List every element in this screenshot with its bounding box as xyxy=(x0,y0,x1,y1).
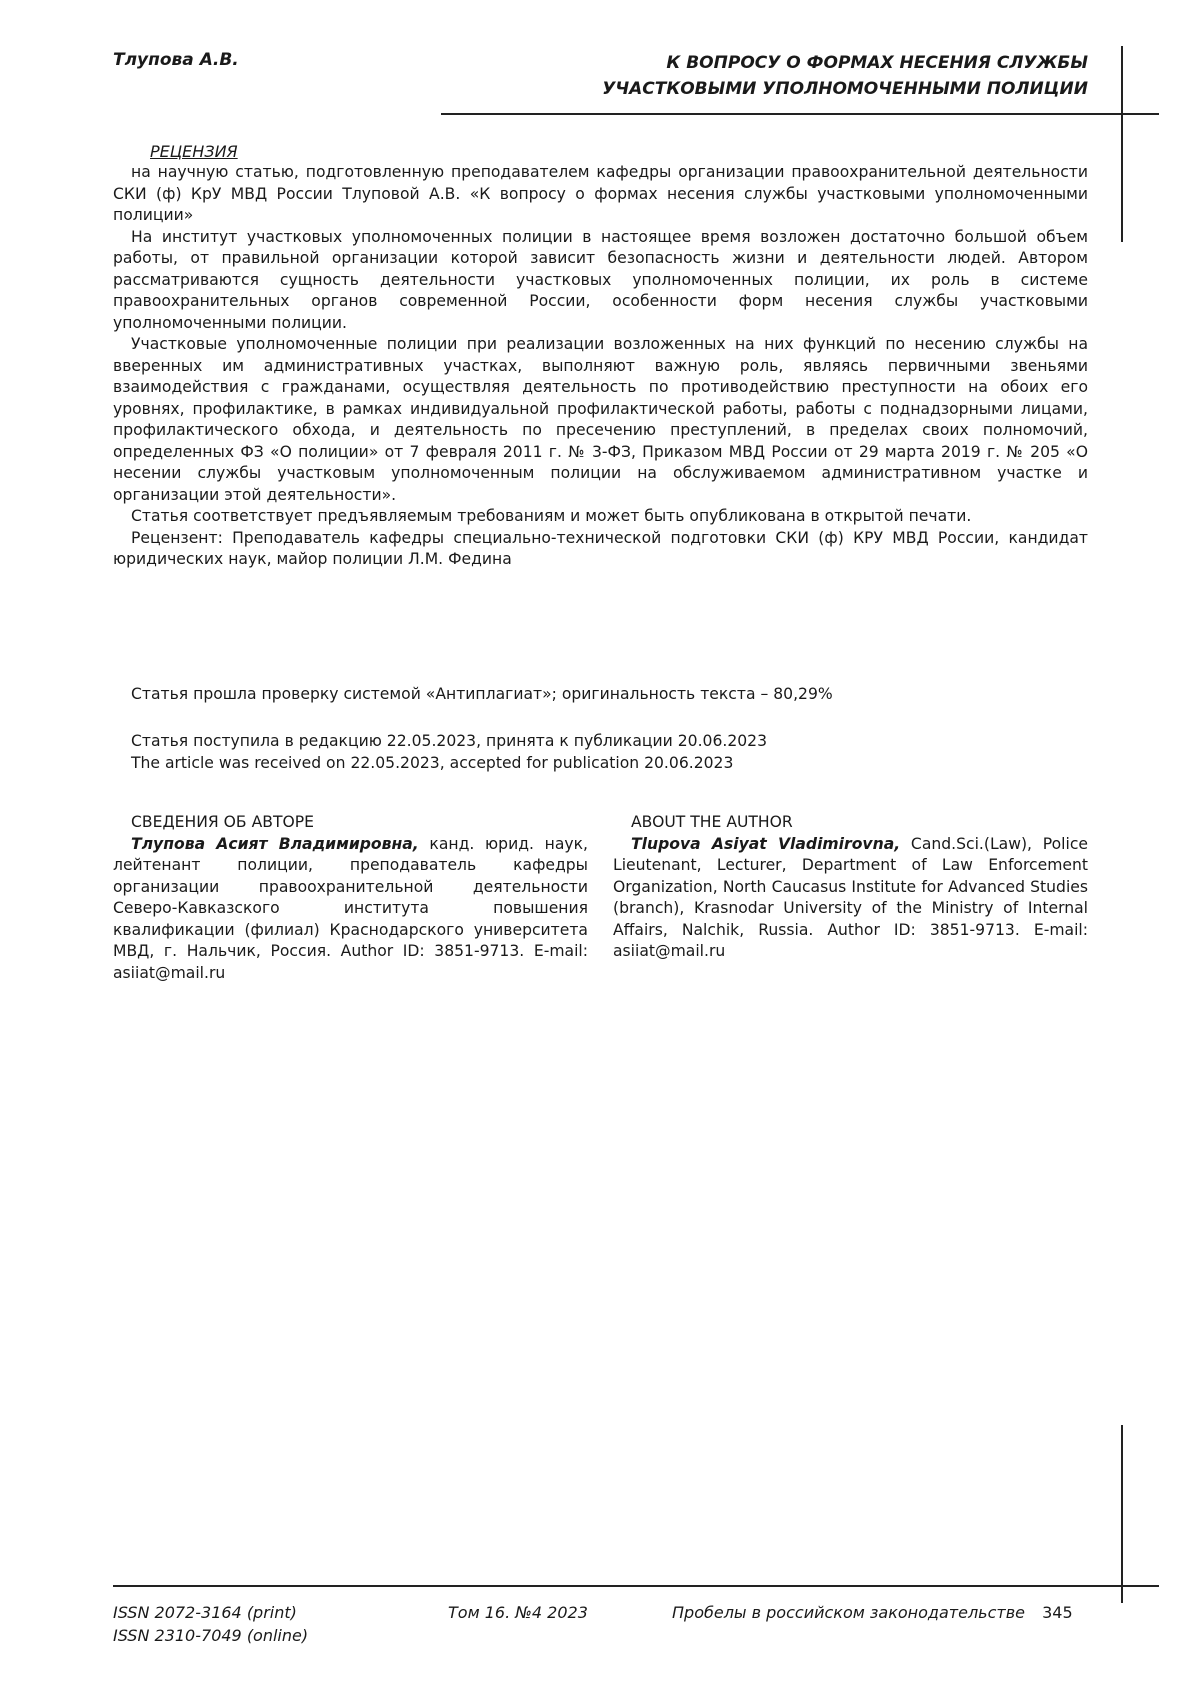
footer-horizontal-rule xyxy=(113,1585,1159,1587)
footer-issn xyxy=(113,1601,308,1647)
review-paragraph-5: Рецензент: Преподаватель кафедры специально-технической подготовки СКИ (ф) КРУ МВД России, кандидат юридических наук, майор полиции Л.М. Федина xyxy=(113,528,1088,571)
author-info-ru xyxy=(113,812,588,984)
author-info-en xyxy=(613,812,1088,963)
running-header-author: Тлупова А.В. xyxy=(113,50,239,70)
header-horizontal-rule xyxy=(441,113,1159,115)
author-info-ru-heading: СВЕДЕНИЯ ОБ АВТОРЕ xyxy=(131,812,588,834)
author-details-en: Cand.Sci.(Law), Police Lieutenant, Lecturer, Department of Law Enforcement Organization, North Caucasus Institute for Advanced Studies (branch), Krasnodar University of the Ministry of Internal Affairs, Nalchik, Russia. Author ID: 3851-9713. E-mail: asiiat@mail.ru xyxy=(613,835,1088,961)
author-info-en-body xyxy=(613,834,1088,963)
review-paragraph-2: На институт участковых уполномоченных полиции в настоящее время возложен достаточно большой объем работы, от правильной организации которой зависит безопасность жизни и деятельности людей. Автором рассматриваются сущность деятельности участковых уполномоченных полиции, их роль в системе правоохранительных органов современной России, особенности форм несения службы участковыми уполномоченными полиции. xyxy=(113,227,1088,335)
author-details-ru: канд. юрид. наук, лейтенант полиции, преподаватель кафедры организации правоохранительной деятельности Северо-Кавказского института повышения квалификации (филиал) Краснодарского университета МВД, г. Нальчик, Россия. Author ID: 3851-9713. E-mail: asiiat@mail.ru xyxy=(113,835,588,982)
issn-online: ISSN 2310-7049 (online) xyxy=(113,1624,308,1647)
review-paragraph-4: Статья соответствует предъявляемым требованиям и может быть опубликована в открытой печати. xyxy=(113,506,1088,528)
review-section xyxy=(113,141,1088,571)
running-header-title xyxy=(528,50,1088,102)
author-name-ru: Тлупова Асият Владимировна, xyxy=(131,835,419,853)
footer-volume: Том 16. №4 2023 xyxy=(448,1601,588,1624)
author-info-ru-body xyxy=(113,834,588,985)
page-number: 345 xyxy=(1042,1603,1073,1622)
author-info-en-heading: ABOUT THE AUTHOR xyxy=(631,812,1088,834)
antiplagiat-note xyxy=(113,684,1088,706)
footer-journal-title xyxy=(672,1601,1073,1624)
journal-name: Пробелы в российском законодательстве xyxy=(672,1603,1025,1622)
running-header-title-line-1: К ВОПРОСУ О ФОРМАХ НЕСЕНИЯ СЛУЖБЫ xyxy=(528,50,1088,76)
received-date-en: The article was received on 22.05.2023, accepted for publication 20.06.2023 xyxy=(113,753,1088,775)
review-paragraph-1: на научную статью, подготовленную преподавателем кафедры организации правоохранительной деятельности СКИ (ф) КрУ МВД России Тлуповой А.В. «К вопросу о формах несения службы участковыми уполномоченными полиции» xyxy=(113,162,1088,227)
header-vertical-rule xyxy=(1121,46,1123,242)
running-header-title-line-2: УЧАСТКОВЫМИ УПОЛНОМОЧЕННЫМИ ПОЛИЦИИ xyxy=(528,76,1088,102)
review-heading: РЕЦЕНЗИЯ xyxy=(150,141,1088,162)
received-dates xyxy=(113,731,1088,774)
antiplagiat-text: Статья прошла проверку системой «Антиплагиат»; оригинальность текста – 80,29% xyxy=(113,684,1088,706)
footer-vertical-rule xyxy=(1121,1425,1123,1603)
author-name-en: Tlupova Asiyat Vladimirovna, xyxy=(631,835,900,853)
received-date-ru: Статья поступила в редакцию 22.05.2023, принята к публикации 20.06.2023 xyxy=(113,731,1088,753)
issn-print: ISSN 2072-3164 (print) xyxy=(113,1601,308,1624)
review-paragraph-3: Участковые уполномоченные полиции при реализации возложенных на них функций по несению службы на вверенных им административных участках, выполняют важную роль, являясь первичными звеньями взаимодействия с гражданами, осуществляя деятельность по противодействию преступности на обоих его уровнях, профилактике, в рамках индивидуальной профилактической работы, работы с поднадзорными лицами, профилактического обхода, и деятельность по пресечению преступлений, в пределах своих полномочий, определенных ФЗ «О полиции» от 7 февраля 2011 г. № 3-ФЗ, Приказом МВД России от 29 марта 2019 г. № 205 «О несении службы участковым уполномоченным полиции на обслуживаемом административном участке и организации этой деятельности». xyxy=(113,334,1088,506)
